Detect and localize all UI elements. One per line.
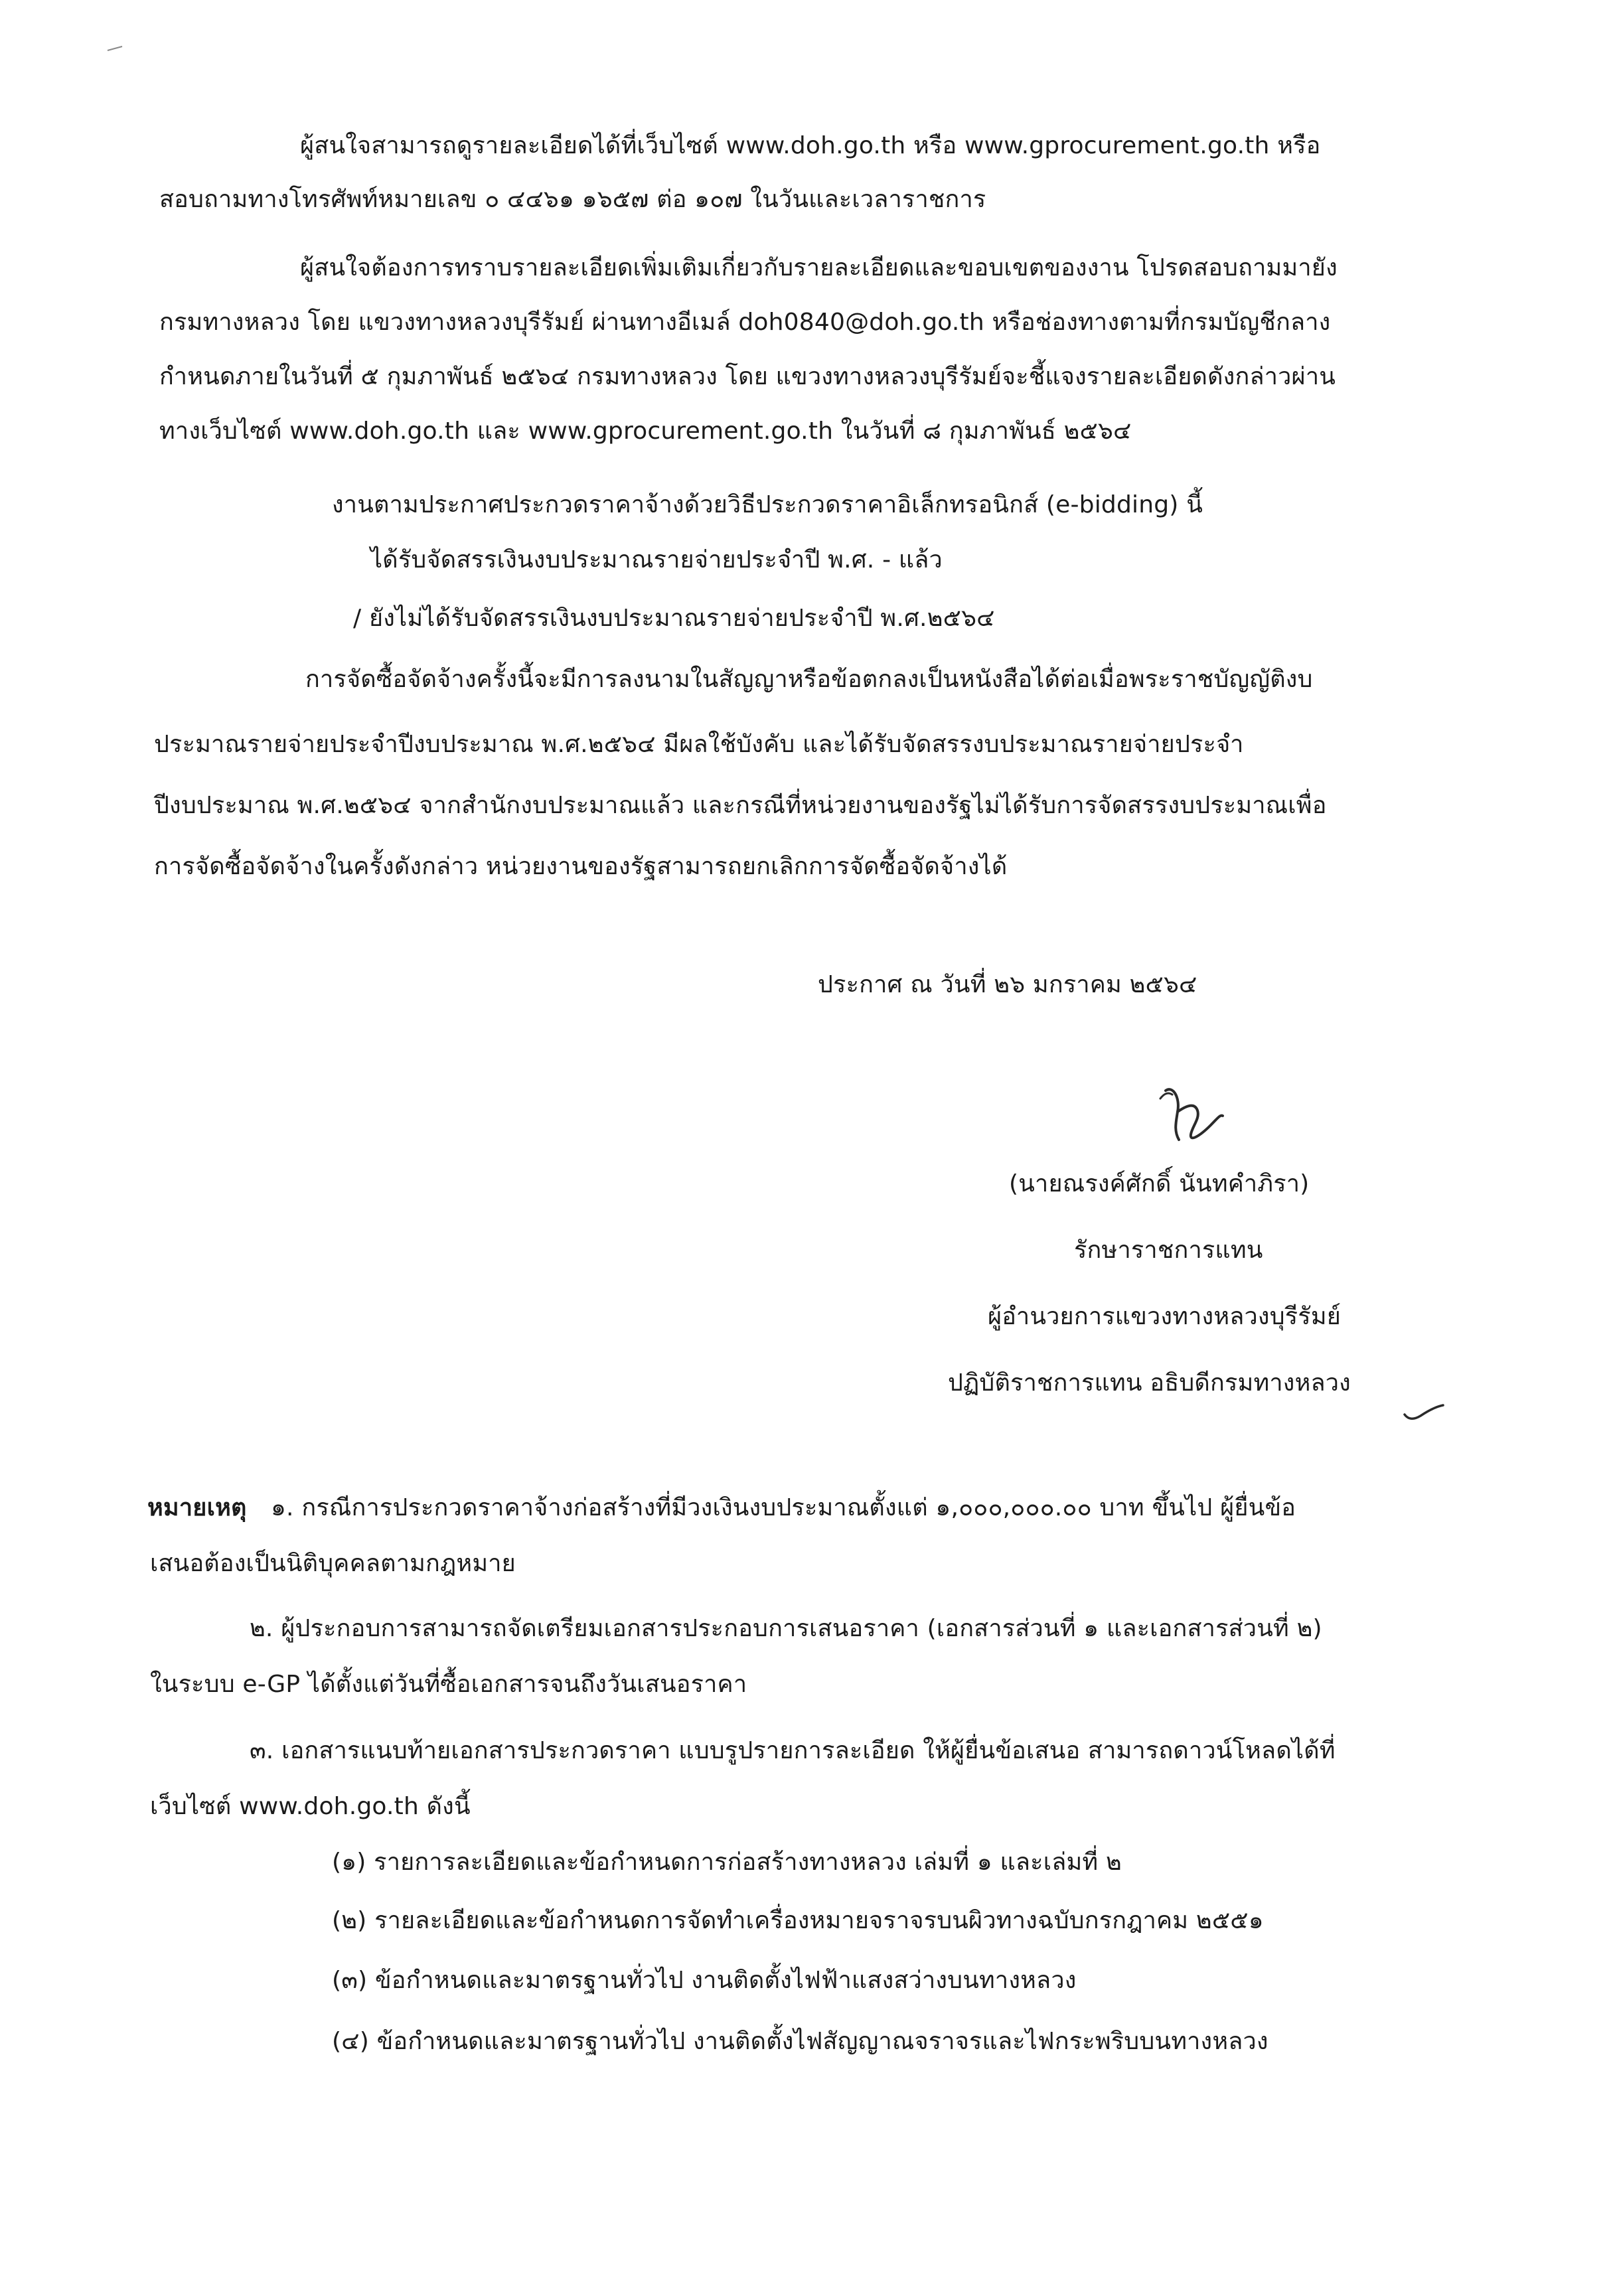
remark-3-item: (๑) รายการละเอียดและข้อกำหนดการก่อสร้างทางหลวง เล่มที่ ๑ และเล่มที่ ๒	[332, 1849, 1122, 1876]
remark-3-item: (๒) รายละเอียดและข้อกำหนดการจัดทำเครื่องหมายจราจรบนผิวทางฉบับกรกฎาคม ๒๕๕๑	[332, 1907, 1264, 1934]
signatory-role-1: รักษาราชการแทน	[1074, 1237, 1263, 1264]
paragraph-2-line-4: ทางเว็บไซต์ www.doh.go.th และ www.gprocurement.go.th ในวันที่ ๘ กุมภาพันธ์ ๒๕๖๔	[159, 418, 1132, 445]
paragraph-1-line-2: สอบถามทางโทรศัพท์หมายเลข ๐ ๔๔๖๑ ๑๖๕๗ ต่อ ๑๐๗ ในวันและเวลาราชการ	[159, 186, 986, 213]
remark-2-line-1: ๒. ผู้ประกอบการสามารถจัดเตรียมเอกสารประกอบการเสนอราคา (เอกสารส่วนที่ ๑ และเอกสารส่วนที่ ๒)	[250, 1615, 1322, 1642]
remark-3-line-2: เว็บไซต์ www.doh.go.th ดังนี้	[150, 1793, 471, 1820]
remark-2-line-2: ในระบบ e-GP ได้ตั้งแต่วันที่ซื้อเอกสารจนถึงวันเสนอราคา	[150, 1671, 747, 1698]
paragraph-3-line-2: ได้รับจัดสรรเงินงบประมาณรายจ่ายประจำปี พ.ศ. - แล้ว	[370, 546, 943, 574]
paragraph-3-line-1: งานตามประกาศประกวดราคาจ้างด้วยวิธีประกวดราคาอิเล็กทรอนิกส์ (e-bidding) นี้	[332, 491, 1203, 518]
signatory-role-2: ผู้อำนวยการแขวงทางหลวงบุรีรัมย์	[988, 1303, 1342, 1330]
paragraph-2-line-3: กำหนดภายในวันที่ ๕ กุมภาพันธ์ ๒๕๖๔ กรมทางหลวง โดย แขวงทางหลวงบุรีรัมย์จะชี้แจงรายละเอียดดังกล่าวผ่าน	[159, 363, 1336, 390]
paragraph-3-line-3: / ยังไม่ได้รับจัดสรรเงินงบประมาณรายจ่ายประจำปี พ.ศ.๒๕๖๔	[353, 605, 995, 632]
remark-1-line-1: ๑. กรณีการประกวดราคาจ้างก่อสร้างที่มีวงเงินงบประมาณตั้งแต่ ๑,๐๐๐,๐๐๐.๐๐ บาท ขึ้นไป ผู้ยื่นข้อ	[271, 1494, 1296, 1521]
signatory-role-3: ปฏิบัติราชการแทน อธิบดีกรมทางหลวง	[948, 1369, 1351, 1397]
paragraph-2-line-2: กรมทางหลวง โดย แขวงทางหลวงบุรีรัมย์ ผ่านทางอีเมล์ doh0840@doh.go.th หรือช่องทางตามที่กรมบัญชีกลาง	[159, 309, 1331, 336]
paragraph-2-line-1: ผู้สนใจต้องการทราบรายละเอียดเพิ่มเติมเกี่ยวกับรายละเอียดและขอบเขตของงาน โปรดสอบถามมายัง	[300, 254, 1338, 281]
check-mark	[1401, 1397, 1447, 1424]
signature-mark	[1154, 1079, 1227, 1165]
scan-mark	[106, 41, 125, 54]
signatory-name: (นายณรงค์ศักดิ์ นันทคำภิรา)	[1009, 1170, 1310, 1197]
paragraph-4-line-2: ประมาณรายจ่ายประจำปีงบประมาณ พ.ศ.๒๕๖๔ มีผลใช้บังคับ และได้รับจัดสรรงบประมาณรายจ่ายประจำ	[154, 731, 1244, 758]
remarks-heading: หมายเหตุ	[147, 1494, 247, 1521]
remark-1-line-2: เสนอต้องเป็นนิติบุคคลตามกฎหมาย	[150, 1550, 516, 1577]
remark-3-item: (๓) ข้อกำหนดและมาตรฐานทั่วไป งานติดตั้งไฟฟ้าแสงสว่างบนทางหลวง	[332, 1967, 1077, 1994]
paragraph-4-line-3: ปีงบประมาณ พ.ศ.๒๕๖๔ จากสำนักงบประมาณแล้ว และกรณีที่หน่วยงานของรัฐไม่ได้รับการจัดสรรงบประมาณเพื่อ	[154, 792, 1327, 819]
paragraph-4-line-1: การจัดซื้อจัดจ้างครั้งนี้จะมีการลงนามในสัญญาหรือข้อตกลงเป็นหนังสือได้ต่อเมื่อพระราชบัญญัติงบ	[305, 666, 1313, 693]
paragraph-4-line-4: การจัดซื้อจัดจ้างในครั้งดังกล่าว หน่วยงานของรัฐสามารถยกเลิกการจัดซื้อจัดจ้างได้	[154, 853, 1008, 880]
announcement-date: ประกาศ ณ วันที่ ๒๖ มกราคม ๒๕๖๔	[818, 971, 1197, 998]
paragraph-1-line-1: ผู้สนใจสามารถดูรายละเอียดได้ที่เว็บไซต์ www.doh.go.th หรือ www.gprocurement.go.th หรือ	[300, 132, 1321, 159]
remark-3-item: (๔) ข้อกำหนดและมาตรฐานทั่วไป งานติดตั้งไฟสัญญาณจราจรและไฟกระพริบบนทางหลวง	[332, 2028, 1269, 2055]
remark-3-line-1: ๓. เอกสารแนบท้ายเอกสารประกวดราคา แบบรูปรายการละเอียด ให้ผู้ยื่นข้อเสนอ สามารถดาวน์โหลดได้ที่	[250, 1737, 1336, 1764]
